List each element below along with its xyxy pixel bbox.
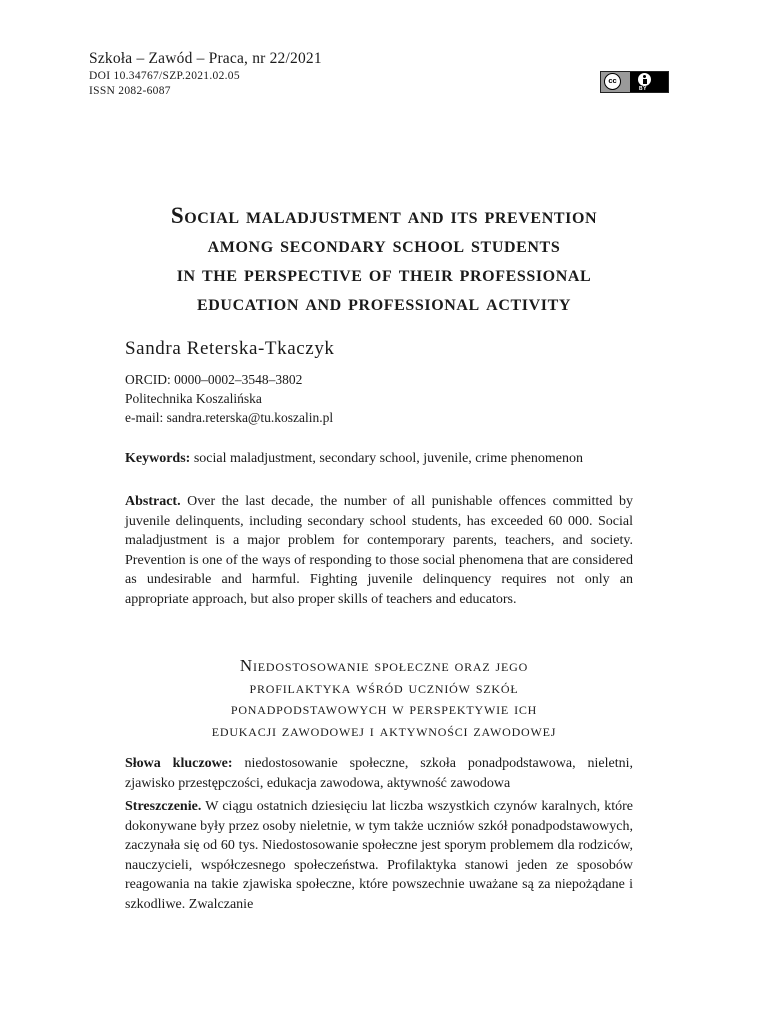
keywords-label: Keywords: <box>125 451 191 466</box>
author-details <box>125 370 333 427</box>
attribution-person-icon <box>638 73 651 86</box>
abstract-en <box>125 492 633 609</box>
polish-title-line: Niedostosowanie społeczne oraz jego <box>239 656 529 675</box>
keywords-pl-text: niedostosowanie społeczne, szkoła ponadpodstawowa, nieletni, zjawisko przestępczości, edukacja zawodowa, aktywność zawodowa <box>125 756 633 791</box>
cc-logo: cc <box>604 73 621 90</box>
polish-title <box>0 655 768 741</box>
keywords-pl-label: Słowa kluczowe: <box>125 756 233 771</box>
email: e-mail: sandra.reterska@tu.koszalin.pl <box>125 410 334 425</box>
abstract-text: Over the last decade, the number of all punishable offences committed by juvenile delinquents, including secondary school students, has exceeded 60 000. Social maladjustment is a major problem for contemporary parents, teachers, and society. Prevention is one of the ways of responding to those social phenomena that are considered as undesirable and harmful. Fighting juvenile delinquency requires not only an appropriate approach, but also proper skills of teachers and educators. <box>125 494 633 607</box>
doi: DOI 10.34767/SZP.2021.02.05 <box>89 70 240 82</box>
title-line: among secondary school students <box>207 232 561 257</box>
keywords-pl <box>125 754 633 793</box>
title-line: Social maladjustment and its prevention <box>170 203 598 228</box>
abstract-pl-text: W ciągu ostatnich dziesięciu lat liczba wszystkich czynów karalnych, które dokonywane były przez osoby nieletnie, w tym także uczniów szkół ponadpodstawowych, zaczynała się od 60 tys. Niedostosowanie społeczne jest sporym problemem dla rodziców, nauczycieli, współczesnego społeczeństwa. Profilaktyka stanowi jeden ze sposobów reagowania na takie zjawiska społeczne, które powszechnie uważane są za niepożądane i szkodliwe. Zwalczanie <box>125 799 633 912</box>
orcid: ORCID: 0000–0002–3548–3802 <box>125 372 303 387</box>
title-line: education and professional activity <box>197 290 571 315</box>
by-label: BY <box>639 86 647 92</box>
cc-by-icon[interactable] <box>600 71 669 93</box>
abstract-pl-label: Streszczenie. <box>125 799 202 814</box>
keywords-en <box>125 449 633 469</box>
title-line: in the perspective of their professional <box>176 261 592 286</box>
issn: ISSN 2082-6087 <box>89 85 171 97</box>
affiliation: Politechnika Koszalińska <box>125 391 262 406</box>
article-title <box>0 201 768 317</box>
polish-title-line: profilaktyka wśród uczniów szkół <box>249 677 519 697</box>
abstract-label: Abstract. <box>125 494 181 509</box>
polish-title-line: ponadpodstawowych w perspektywie ich <box>230 699 538 718</box>
author-name: Sandra Reterska-Tkaczyk <box>125 338 335 359</box>
abstract-pl <box>125 797 633 914</box>
polish-title-line: edukacji zawodowej i aktywności zawodowej <box>211 720 557 740</box>
keywords-text: social maladjustment, secondary school, juvenile, crime phenomenon <box>190 451 583 466</box>
journal-name: Szkoła – Zawód – Praca, nr 22/2021 <box>89 50 322 67</box>
